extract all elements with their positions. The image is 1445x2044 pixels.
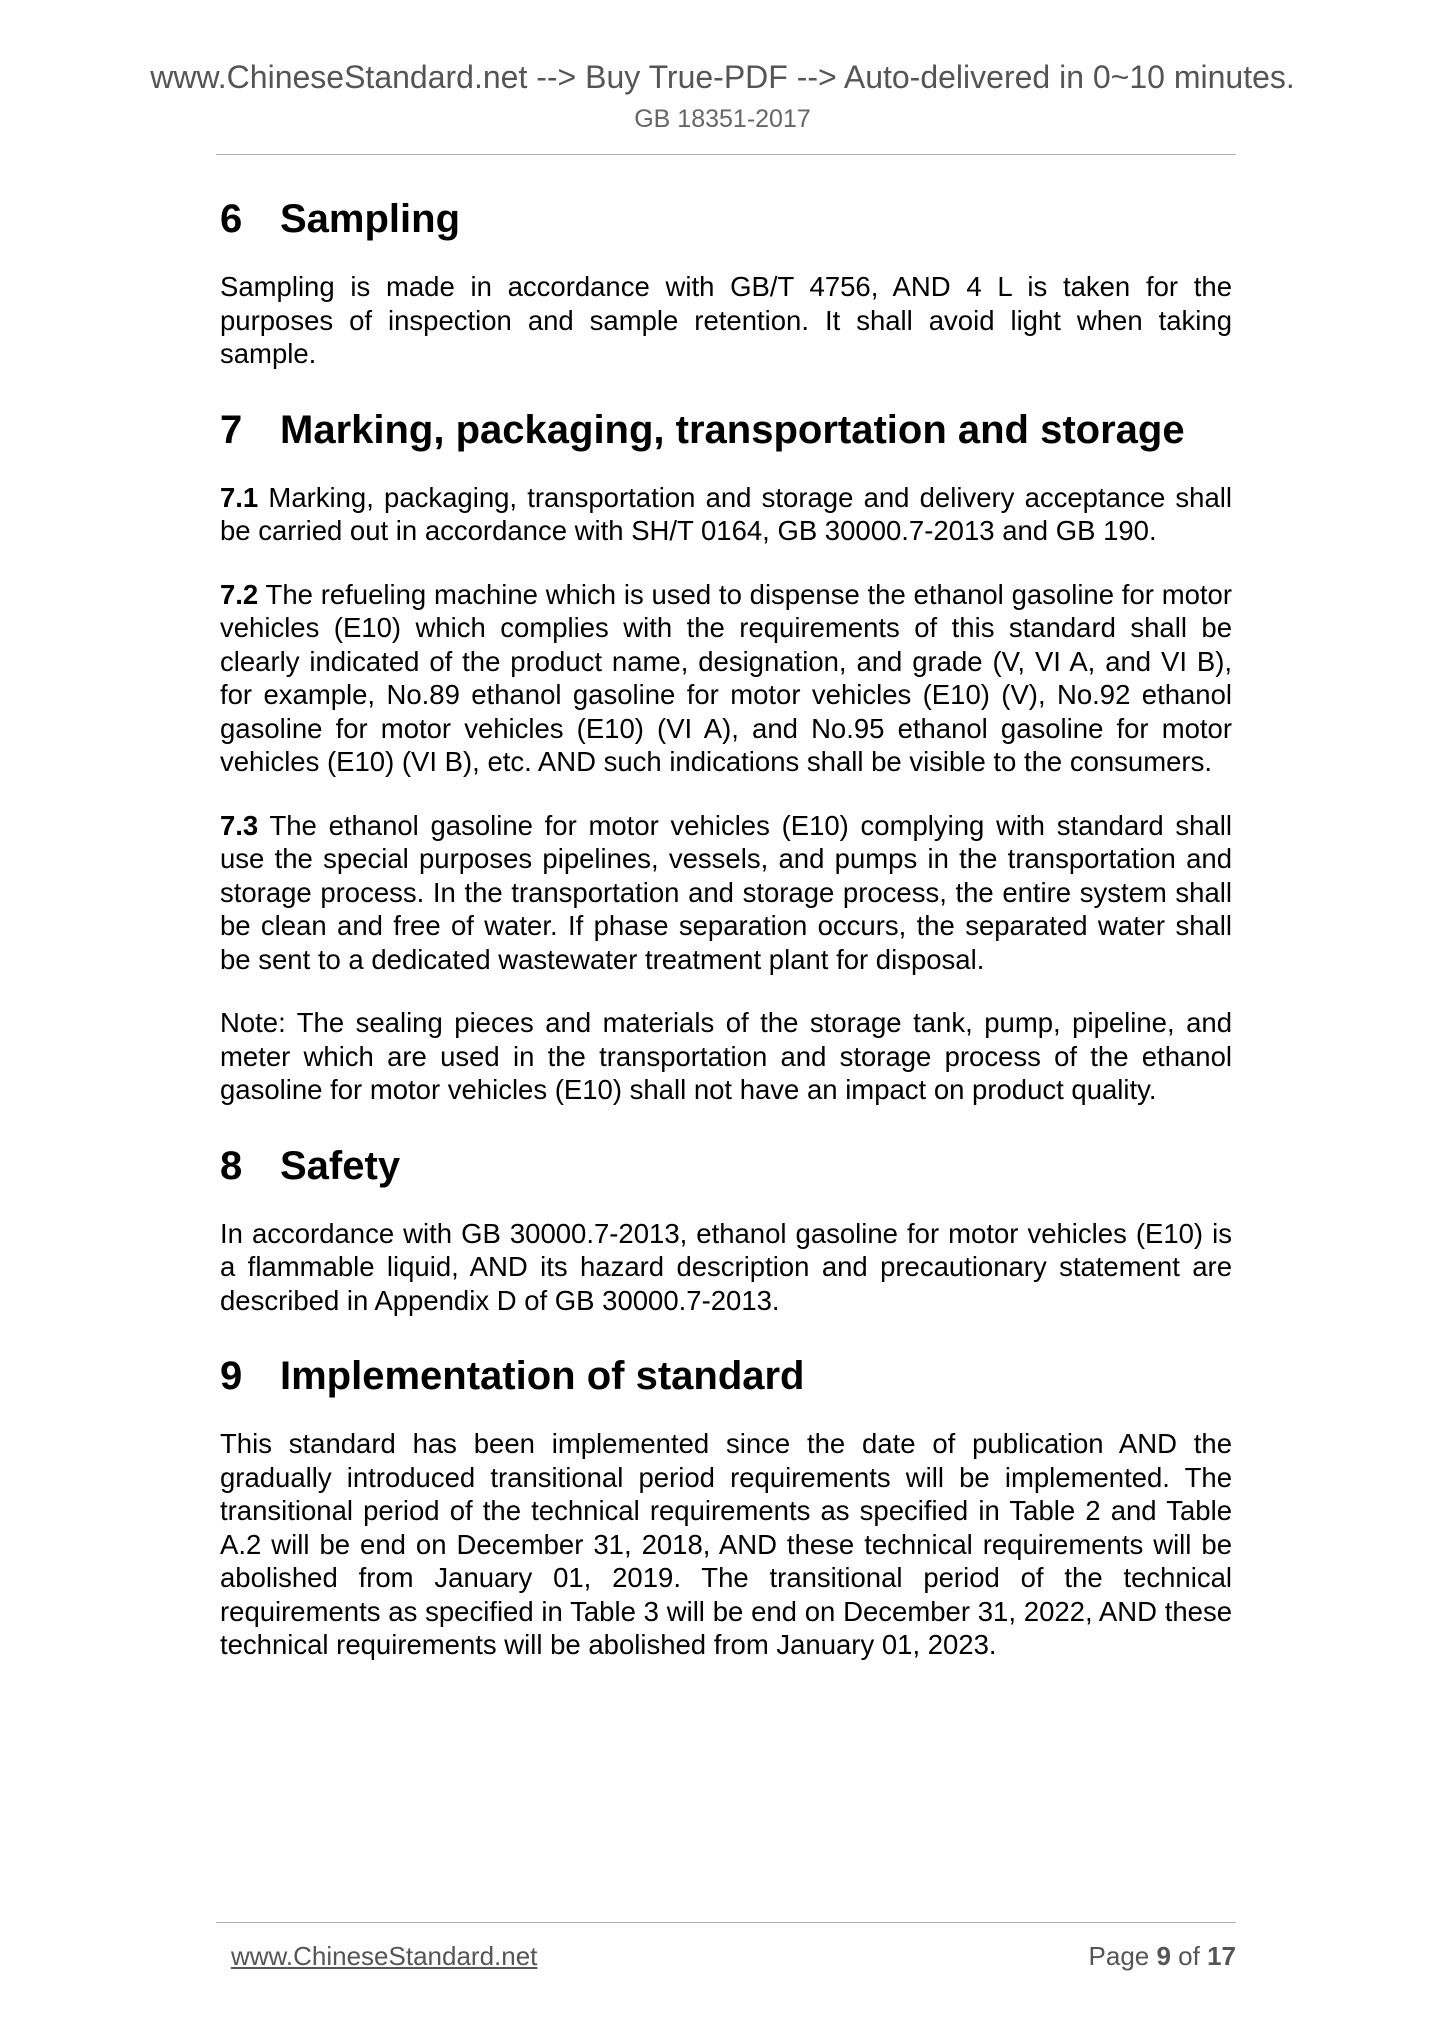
clause-number: 7.3 <box>220 809 259 841</box>
footer-website-link[interactable]: www.ChineseStandard.net <box>231 1941 538 1971</box>
implementation-paragraph: This standard has been implemented since the date of publication AND the gradually introduced transitional period requirements will be implemented. The transitional period of the technical requirements as specified in Table 2 and Table A.2 will be end on December 31, 2018, AND these technical requirements will be abolished from January 01, 2019. The transitional period of the technical requirements as specified in Table 3 will be end on December 31, 2022, AND these technical requirements will be abolished from January 01, 2023. <box>220 1428 1232 1660</box>
section-title: Implementation of standard <box>280 1354 805 1398</box>
page-word: Page <box>1088 1941 1157 1971</box>
current-page: 9 <box>1156 1941 1171 1971</box>
page-number <box>1089 1940 1236 1972</box>
total-pages: 17 <box>1207 1941 1236 1971</box>
section-number: 6 <box>220 197 243 241</box>
section-heading-implementation <box>220 1353 1232 1399</box>
section-heading-sampling <box>220 196 1232 242</box>
clause-text: Marking, packaging, transportation and storage and delivery acceptance shall be carried out in accordance with SH/T 0164, GB 30000.7-2013 and GB 190. <box>220 481 1232 546</box>
section-title: Safety <box>280 1143 401 1188</box>
clause-7-2 <box>220 578 1232 779</box>
clause-7-3 <box>220 809 1232 977</box>
section-heading-safety <box>220 1143 1232 1189</box>
section-title: Sampling <box>280 197 461 241</box>
page-content <box>220 196 1232 1662</box>
page-of: of <box>1170 1941 1208 1971</box>
sampling-paragraph: Sampling is made in accordance with GB/T 4756, AND 4 L is taken for the purposes of inspection and sample retention. It shall avoid light when taking sample. <box>220 271 1232 369</box>
clause-number: 7.2 <box>220 578 259 610</box>
clause-number: 7.1 <box>220 481 259 513</box>
section-title: Marking, packaging, transportation and storage <box>280 407 1185 452</box>
section-number: 8 <box>220 1143 243 1188</box>
section-number: 7 <box>220 407 243 452</box>
footer-divider <box>216 1922 1236 1923</box>
section-number: 9 <box>220 1354 243 1398</box>
header-banner: www.ChineseStandard.net --> Buy True-PDF --> Auto-delivered in 0~10 minutes. <box>150 59 1295 95</box>
clause-text: The ethanol gasoline for motor vehicles (E10) complying with standard shall use the special purposes pipelines, vessels, and pumps in the transportation and storage process. In the transportation and storage process, the entire system shall be clean and free of water. If phase separation occurs, the separated water shall be sent to a dedicated wastewater treatment plant for disposal. <box>220 809 1232 975</box>
clause-7-1 <box>220 481 1232 548</box>
note-paragraph: Note: The sealing pieces and materials of the storage tank, pump, pipeline, and meter which are used in the transportation and storage process of the ethanol gasoline for motor vehicles (E10) shall not have an impact on product quality. <box>220 1007 1232 1105</box>
safety-paragraph: In accordance with GB 30000.7-2013, ethanol gasoline for motor vehicles (E10) is a flammable liquid, AND its hazard description and precautionary statement are described in Appendix D of GB 30000.7-2013. <box>220 1217 1232 1316</box>
header-divider <box>216 154 1236 155</box>
document-id: GB 18351-2017 <box>634 105 811 133</box>
section-heading-marking <box>220 407 1232 453</box>
clause-text: The refueling machine which is used to dispense the ethanol gasoline for motor vehicles (E10) which complies with the requirements of this standard shall be clearly indicated of the product name, designation, and grade (V, VI A, and VI B), for example, No.89 ethanol gasoline for motor vehicles (E10) (V), No.92 ethanol gasoline for motor vehicles (E10) (VI A), and No.95 ethanol gasoline for motor vehicles (E10) (VI B), etc. AND such indications shall be visible to the consumers. <box>220 578 1232 777</box>
